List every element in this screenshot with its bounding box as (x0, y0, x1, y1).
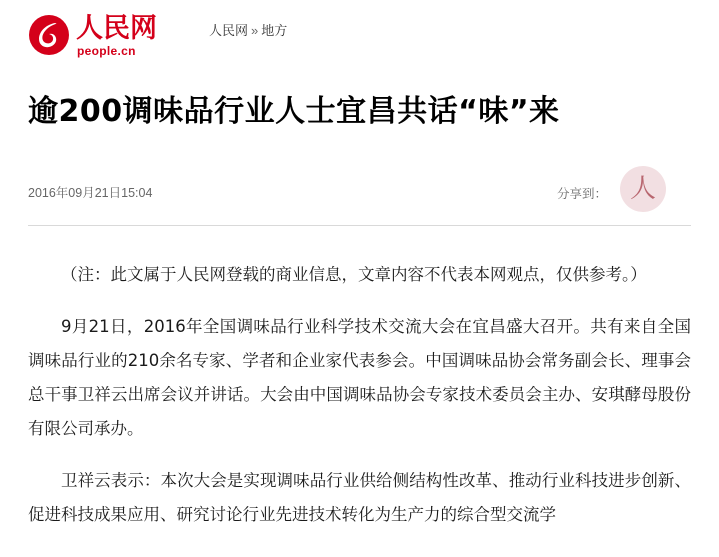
article-paragraph: 9月21日，2016年全国调味品行业科学技术交流大会在宜昌盛大召开。共有来自全国调味品行业的210余名专家、学者和企业家代表参会。中国调味品协会常务副会长、理事会总干事卫祥云出席会议并讲话。大会由中国调味品协会专家技术委员会主办、安琪酵母股份有限公司承办。 (28, 317, 691, 438)
logo-text-cn: 人民网 (76, 13, 157, 44)
breadcrumb-home[interactable]: 人民网 (209, 23, 249, 38)
share-person-glyph: 人 (629, 174, 656, 204)
people-cn-logo-icon (28, 14, 70, 56)
site-logo[interactable] (28, 12, 178, 60)
article-meta-bar (28, 176, 691, 222)
page-title: 逾200调味品行业人士宜昌共话“味”来 (28, 94, 560, 129)
breadcrumb-separator: » (251, 23, 259, 38)
breadcrumb (209, 22, 287, 40)
share-person-icon[interactable] (620, 166, 666, 212)
logo-text-en: people.cn (77, 44, 136, 58)
article-paragraph: 卫祥云表示：本次大会是实现调味品行业供给侧结构性改革、推动行业科技进步创新、促进科技成果应用、研究讨论行业先进技术转化为生产力的综合型交流学 (28, 471, 691, 524)
publish-date: 2016年09月21日15:04 (28, 186, 153, 200)
site-header (0, 0, 719, 72)
breadcrumb-current[interactable]: 地方 (261, 23, 288, 38)
title-area (28, 92, 691, 132)
meta-divider (28, 225, 691, 226)
article-paragraph-note: （注：此文属于人民网登载的商业信息，文章内容不代表本网观点，仅供参考。） (61, 265, 647, 284)
share-label: 分享到： (556, 187, 607, 201)
article-body (28, 258, 691, 550)
